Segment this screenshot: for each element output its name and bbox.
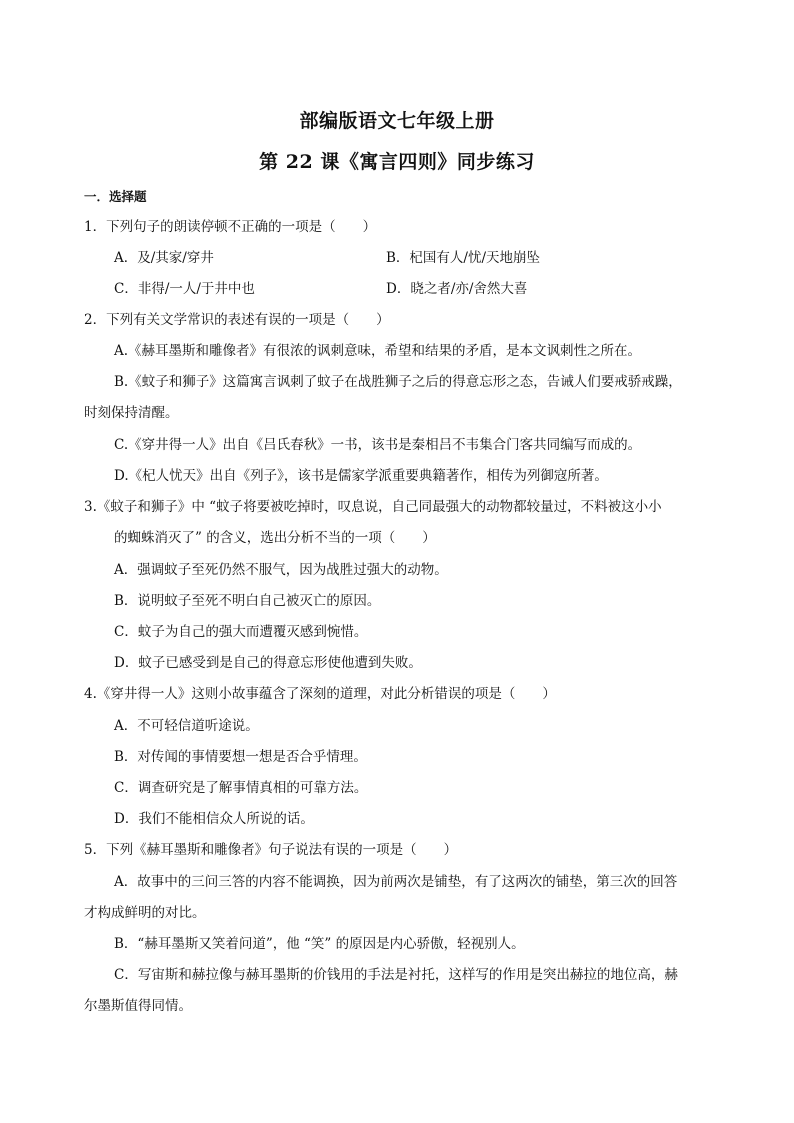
question-2-option-d: D.《杞人忧天》出自《列子》，该书是儒家学派重要典籍著作，相传为列御寇所著。 — [114, 468, 608, 484]
question-1-option-c: C．非得/一人/于井中也 — [114, 281, 255, 297]
question-5-option-a: A．故事中的三问三答的内容不能调换，因为前两次是铺垫，有了这两次的铺垫，第三次的回答 — [114, 874, 678, 890]
section-heading: 一．选择题 — [84, 189, 147, 204]
question-3-option-a: A．强调蚊子至死仍然不服气，因为战胜过强大的动物。 — [114, 562, 448, 578]
question-4-option-d: D．我们不能相信众人所说的话。 — [114, 811, 314, 827]
question-2-option-c: C.《穿井得一人》出自《吕氏春秋》一书，该书是秦相吕不韦集合门客共同编写而成的。 — [114, 437, 642, 453]
question-4-option-c: C．调查研究是了解事情真相的可靠方法。 — [114, 780, 368, 796]
question-5-option-c-cont: 尔墨斯值得同情。 — [84, 998, 192, 1014]
question-5-option-a-cont: 才构成鲜明的对比。 — [84, 905, 206, 921]
question-2-option-b-cont: 时刻保持清醒。 — [84, 405, 179, 421]
question-3-option-c: C．蚊子为自己的强大而遭覆灭感到惋惜。 — [114, 624, 368, 640]
question-3-option-d: D．蚊子已感受到是自己的得意忘形使他遭到失败。 — [114, 655, 422, 671]
question-1-stem: 1．下列句子的朗读停顿不正确的一项是（ ） — [84, 219, 377, 235]
question-1-option-a: A．及/其家/穿井 — [114, 250, 214, 266]
question-1-option-d: D．晓之者/亦/舍然大喜 — [386, 281, 528, 297]
question-5-stem: 5．下列《赫耳墨斯和雕像者》句子说法有误的一项是（ ） — [84, 842, 458, 858]
question-3-stem: 3.《蚊子和狮子》中 “蚊子将要被吃掉时，叹息说，自己同最强大的动物都较量过，不料被这小小 — [84, 499, 662, 515]
question-5-option-b: B．“赫耳墨斯又笑着问道”，他 “笑” 的原因是内心骄傲，轻视别人。 — [114, 936, 525, 952]
question-4-stem: 4.《穿井得一人》这则小故事蕴含了深刻的道理，对此分析错误的项是（ ） — [84, 686, 556, 702]
question-2-stem: 2．下列有关文学常识的表述有误的一项是（ ） — [84, 312, 390, 328]
question-1-option-b: B．杞国有人/忧/天地崩坠 — [386, 250, 541, 266]
question-4-option-b: B．对传闻的事情要想一想是否合乎情理。 — [114, 749, 367, 765]
question-5-option-c: C．写宙斯和赫拉像与赫耳墨斯的价钱用的手法是衬托，这样写的作用是突出赫拉的地位高，赫 — [114, 967, 678, 983]
question-3-stem-cont: 的蜘蛛消灭了” 的含义，选出分析不当的一项（ ） — [114, 530, 436, 546]
question-2-option-a: A.《赫耳墨斯和雕像者》有很浓的讽刺意味，希望和结果的矛盾，是本文讽刺性之所在。 — [114, 343, 642, 359]
question-3-option-b: B．说明蚊子至死不明白自己被灭亡的原因。 — [114, 593, 381, 609]
question-4-option-a: A．不可轻信道听途说。 — [114, 718, 259, 734]
question-2-option-b: B.《蚊子和狮子》这篇寓言讽刺了蚊子在战胜狮子之后的得意忘形之态，告诫人们要戒骄戒躁， — [114, 374, 682, 390]
document-subtitle: 第 22 课《寓言四则》同步练习 — [259, 151, 535, 173]
document-title: 部编版语文七年级上册 — [299, 110, 495, 132]
